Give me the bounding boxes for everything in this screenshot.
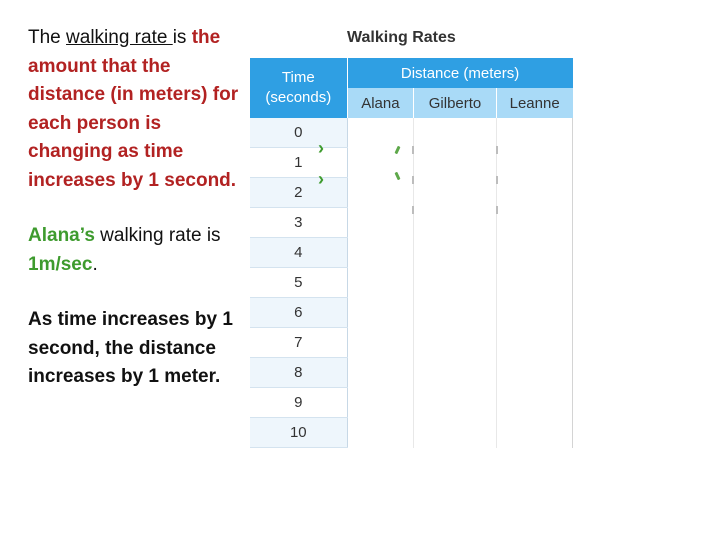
walking-rate-definition: [28, 24, 240, 195]
distance-cell: [414, 148, 497, 178]
header-gilberto: Gilberto: [414, 88, 497, 118]
table-row: [250, 418, 573, 448]
table-row: [250, 268, 573, 298]
table-row: [250, 238, 573, 268]
table-row: [250, 388, 573, 418]
gray-mark: [496, 146, 498, 154]
distance-cell: [347, 208, 414, 238]
time-cell: 10: [250, 418, 347, 448]
distance-cell: [347, 118, 414, 148]
distance-cell: [347, 358, 414, 388]
distance-cell: [347, 298, 414, 328]
gray-mark: [412, 176, 414, 184]
walking-rate-term: walking rate: [66, 27, 173, 48]
distance-cell: [414, 268, 497, 298]
distance-cell: [496, 178, 572, 208]
definition-body: the amount that the distance (in meters) for each person is changing as time increases by 1 second.: [28, 27, 239, 191]
distance-cell: [496, 418, 572, 448]
table-title: Walking Rates: [347, 29, 456, 46]
time-cell: 9: [250, 388, 347, 418]
definition-intro: The: [28, 27, 67, 48]
time-cell: 0: [250, 118, 347, 148]
distance-cell: [414, 238, 497, 268]
table-row: [250, 328, 573, 358]
distance-cell: [347, 328, 414, 358]
distance-cell: [414, 298, 497, 328]
time-header: Time (seconds): [250, 58, 347, 118]
time-cell: 2: [250, 178, 347, 208]
distance-cell: [414, 388, 497, 418]
distance-cell: [414, 418, 497, 448]
distance-cell: [414, 118, 497, 148]
distance-cell: [347, 238, 414, 268]
green-arrow-1: ›: [318, 138, 324, 158]
distance-cell: [496, 148, 572, 178]
table-row: [250, 358, 573, 388]
gray-mark: [412, 206, 414, 214]
time-cell: 4: [250, 238, 347, 268]
time-cell: 3: [250, 208, 347, 238]
definition-is: is: [172, 27, 192, 48]
distance-cell: [496, 328, 572, 358]
distance-cell: [414, 208, 497, 238]
distance-cell: [496, 388, 572, 418]
gray-mark: [496, 176, 498, 184]
explanation-text: [28, 24, 240, 392]
distance-cell: [347, 178, 414, 208]
distance-cell: [347, 268, 414, 298]
green-arrow-2: ›: [318, 169, 324, 189]
alana-name: Alana’s: [28, 225, 95, 246]
time-cell: 6: [250, 298, 347, 328]
time-cell: 8: [250, 358, 347, 388]
increase-explanation: As time increases by 1 second, the distance increases by 1 meter.: [28, 309, 233, 387]
time-cell: 7: [250, 328, 347, 358]
alana-rate-value: 1m/sec: [28, 253, 93, 275]
alana-rate-text: walking rate is: [94, 225, 221, 246]
header-leanne: Leanne: [496, 88, 572, 118]
distance-cell: [496, 118, 572, 148]
distance-cell: [496, 208, 572, 238]
distance-cell: [347, 418, 414, 448]
distance-cell: [496, 358, 572, 388]
distance-cell: [496, 298, 572, 328]
distance-cell: [414, 328, 497, 358]
table-row: [250, 298, 573, 328]
distance-cell: [347, 388, 414, 418]
gray-mark: [496, 206, 498, 214]
walking-rates-table: [250, 58, 573, 448]
gray-mark: [412, 146, 414, 154]
distance-cell: [414, 358, 497, 388]
alana-rate-period: .: [92, 253, 98, 275]
distance-cell: [496, 238, 572, 268]
distance-cell: [347, 148, 414, 178]
time-cell: 1: [250, 148, 347, 178]
table-row: [250, 118, 573, 148]
distance-header: Distance (meters): [347, 58, 572, 88]
alana-rate-statement: [28, 222, 240, 279]
time-cell: 5: [250, 268, 347, 298]
distance-cell: [496, 268, 572, 298]
distance-cell: [414, 178, 497, 208]
header-alana: Alana: [347, 88, 414, 118]
